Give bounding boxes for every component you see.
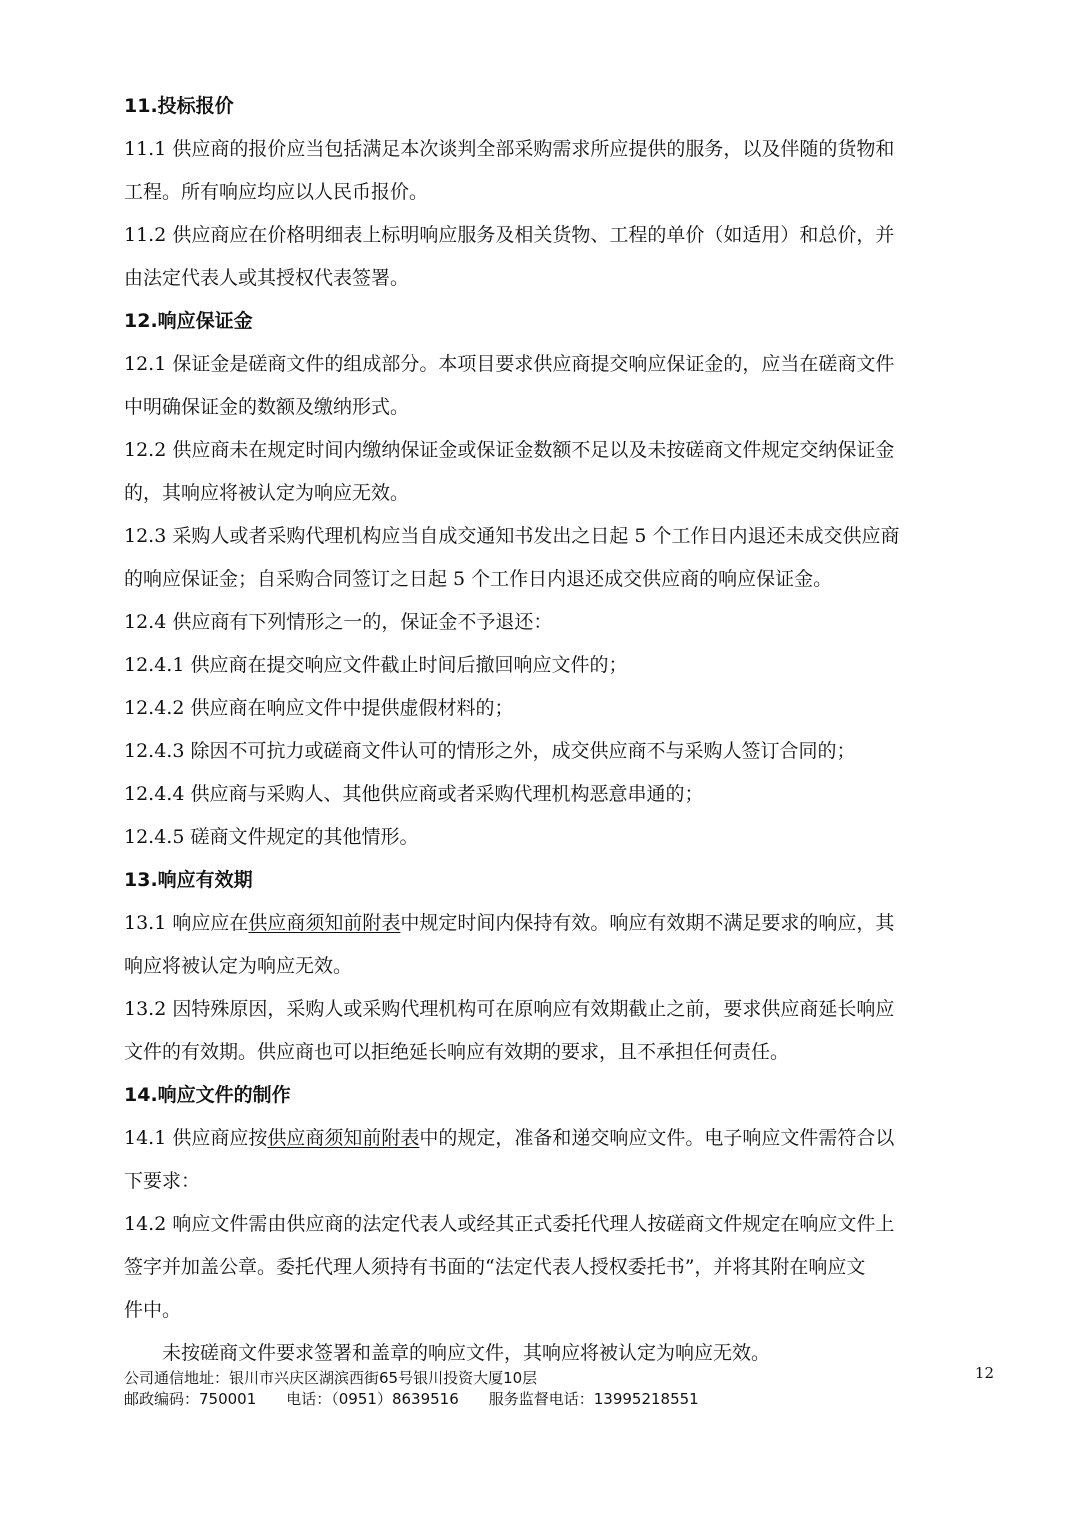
page-number: 12 (974, 1364, 994, 1382)
paragraph-12-4: 12.4 供应商有下列情形之一的，保证金不予退还： (124, 611, 553, 633)
paragraph-12-2-line1: 12.2 供应商未在规定时间内缴纳保证金或保证金数额不足以及未按磋商文件规定交纳保证金 (124, 439, 895, 461)
paragraph-14-2-line2: 签字并加盖公章。委托代理人须持有书面的“法定代表人授权委托书”，并将其附在响应文 (124, 1256, 866, 1278)
paragraph-12-4-4: 12.4.4 供应商与采购人、其他供应商或者采购代理机构恶意串通的； (124, 783, 704, 805)
paragraph-13-1-line1 (124, 911, 1000, 936)
paragraph-13-1-line2: 响应将被认定为响应无效。 (124, 955, 353, 977)
paragraph-13-2-line2: 文件的有效期。供应商也可以拒绝延长响应有效期的要求，且不承担任何责任。 (124, 1041, 790, 1063)
paragraph-12-4-2: 12.4.2 供应商在响应文件中提供虚假材料的； (124, 697, 514, 719)
footer-address: 公司通信地址：银川市兴庆区湖滨西街65号银川投资大厦10层 (124, 1369, 538, 1387)
paragraph-12-3-line1: 12.3 采购人或者采购代理机构应当自成交通知书发出之日起 5 个工作日内退还未成交供应商 (124, 525, 900, 547)
closing-statement: 未按磋商文件要求签署和盖章的响应文件，其响应将被认定为响应无效。 (162, 1342, 771, 1364)
paragraph-11-2-line1: 11.2 供应商应在价格明细表上标明响应服务及相关货物、工程的单价（如适用）和总价，并 (124, 224, 895, 246)
page-footer (124, 1368, 994, 1410)
paragraph-12-4-3: 12.4.3 除因不可抗力或磋商文件认可的情形之外，成交供应商不与采购人签订合同的； (124, 740, 856, 762)
paragraph-12-4-5: 12.4.5 磋商文件规定的其他情形。 (124, 826, 419, 848)
paragraph-14-1-prefix: 14.1 供应商应按 (124, 1127, 268, 1149)
paragraph-14-1-suffix: 中的规定，准备和递交响应文件。电子响应文件需符合以 (419, 1127, 895, 1149)
section-11-title: 11.投标报价 (124, 95, 234, 117)
footer-postcode: 邮政编码：750001 (124, 1390, 257, 1408)
document-body (124, 94, 1000, 1366)
section-13-title: 13.响应有效期 (124, 869, 253, 891)
supplier-notice-table-link[interactable]: 供应商须知前附表 (248, 912, 401, 934)
supplier-notice-table-link-2[interactable]: 供应商须知前附表 (267, 1127, 420, 1149)
section-12-title: 12.响应保证金 (124, 310, 253, 332)
paragraph-14-2-line1: 14.2 响应文件需由供应商的法定代表人或经其正式委托代理人按磋商文件规定在响应文件上 (124, 1213, 895, 1235)
paragraph-12-4-1: 12.4.1 供应商在提交响应文件截止时间后撤回响应文件的； (124, 654, 628, 676)
paragraph-14-1-line2: 下要求： (124, 1170, 201, 1192)
paragraph-11-1-line2: 工程。所有响应均应以人民币报价。 (124, 181, 429, 203)
paragraph-12-1-line2: 中明确保证金的数额及缴纳形式。 (124, 396, 410, 418)
paragraph-11-1-line1: 11.1 供应商的报价应当包括满足本次谈判全部采购需求所应提供的服务，以及伴随的货物和 (124, 138, 895, 160)
paragraph-14-2-line3: 件中。 (124, 1299, 182, 1321)
paragraph-13-1-suffix: 中规定时间内保持有效。响应有效期不满足要求的响应，其 (400, 912, 895, 934)
section-14-title: 14.响应文件的制作 (124, 1084, 291, 1106)
footer-phone: 电话：（0951）8639516 (286, 1390, 459, 1408)
paragraph-13-2-line1: 13.2 因特殊原因，采购人或采购代理机构可在原响应有效期截止之前，要求供应商延长响应 (124, 998, 895, 1020)
footer-supervision-phone: 服务监督电话：13995218551 (488, 1390, 699, 1408)
footer-contact-row (124, 1389, 994, 1410)
paragraph-11-2-line2: 由法定代表人或其授权代表签署。 (124, 267, 410, 289)
paragraph-12-1-line1: 12.1 保证金是磋商文件的组成部分。本项目要求供应商提交响应保证金的，应当在磋商文件 (124, 353, 895, 375)
paragraph-12-2-line2: 的，其响应将被认定为响应无效。 (124, 482, 410, 504)
paragraph-14-1-line1 (124, 1126, 1000, 1151)
paragraph-12-3-line2: 的响应保证金；自采购合同签订之日起 5 个工作日内退还成交供应商的响应保证金。 (124, 568, 833, 590)
paragraph-13-1-prefix: 13.1 响应应在 (124, 912, 249, 934)
